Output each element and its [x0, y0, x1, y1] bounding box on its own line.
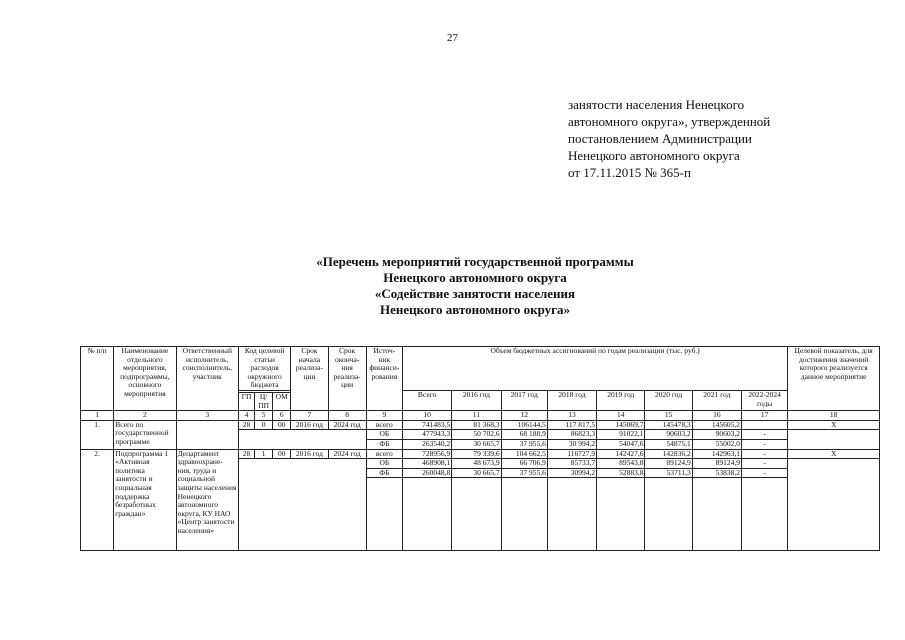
header-num: № п/п	[81, 347, 114, 411]
value-2022-2024: -	[742, 439, 788, 449]
header-year-2018: 2018 год	[547, 390, 596, 410]
value-2019: 52883,8	[597, 468, 645, 478]
row-om: 00	[273, 420, 291, 430]
value-2017: 66 706,9	[501, 459, 547, 469]
value-2021: 53838,2	[692, 468, 741, 478]
value-2022-2024: -	[742, 430, 788, 440]
page-number: 27	[447, 32, 458, 44]
measures-table	[80, 346, 880, 551]
header-cp: Ц/ПП	[255, 392, 273, 410]
value-2020: 90603,2	[645, 430, 692, 440]
value-2019: 142427,6	[597, 449, 645, 459]
header-om: ОМ	[273, 392, 291, 410]
header-year-2022-2024: 2022-2024 годы	[742, 390, 788, 410]
column-number: 9	[366, 411, 402, 421]
column-number-row	[81, 411, 880, 421]
value-2016: 81 368,3	[452, 420, 501, 430]
row-om: 00	[273, 449, 291, 459]
row-name: Подпрограмма 1 «Активная политика занятости и социальная поддержка безработных граждан»	[114, 449, 176, 551]
column-number: 16	[692, 411, 741, 421]
approval-line: занятости населения Ненецкого	[568, 97, 745, 112]
value-2016: 30 665,7	[452, 468, 501, 478]
value-2021: 145605,2	[692, 420, 741, 430]
value-2018: 30 994,2	[547, 439, 596, 449]
row-source: ФБ	[366, 439, 402, 449]
header-source: Источ- ник финанси- рования	[366, 347, 402, 411]
value-total: 728956,9	[402, 449, 451, 459]
title-line: «Перечень мероприятий государственной программы	[316, 254, 634, 269]
header-year-2016: 2016 год	[452, 390, 501, 410]
row-source: ОБ	[366, 430, 402, 440]
row-source: всего	[366, 449, 402, 459]
value-2017: 106144,5	[501, 420, 547, 430]
value-2020: 53711,3	[645, 468, 692, 478]
value-2016: 48 673,9	[452, 459, 501, 469]
value-2020: 142836,2	[645, 449, 692, 459]
value-2018: 117 817,5	[547, 420, 596, 430]
column-number: 18	[788, 411, 880, 421]
title-line: Ненецкого автономного округа	[383, 270, 567, 285]
row-source: ФБ	[366, 468, 402, 478]
value-2016: 30 665,7	[452, 439, 501, 449]
row-num: 1.	[81, 420, 114, 449]
row-cp: 0	[255, 420, 273, 430]
approval-line: постановлением Администрации	[568, 131, 752, 146]
value-2021: 142963,1	[692, 449, 741, 459]
column-number: 3	[176, 411, 238, 421]
row-start: 2016 год	[291, 449, 328, 459]
row-start: 2016 год	[291, 420, 328, 430]
value-2020: 145478,3	[645, 420, 692, 430]
value-2021: 89124,9	[692, 459, 741, 469]
value-2020: 89124,9	[645, 459, 692, 469]
value-2022-2024: -	[742, 449, 788, 459]
row-source: ОБ	[366, 459, 402, 469]
row-source: всего	[366, 420, 402, 430]
header-year-2021: 2021 год	[692, 390, 741, 410]
value-total: 263540,2	[402, 439, 451, 449]
value-2020: 54875,1	[645, 439, 692, 449]
header-start: Срок начала реализа- ции	[291, 347, 328, 411]
value-2017: 37 955,6	[501, 468, 547, 478]
document-title	[0, 254, 905, 318]
value-2016: 50 702,6	[452, 430, 501, 440]
header-year-2017: 2017 год	[501, 390, 547, 410]
column-number: 6	[273, 411, 291, 421]
column-number: 7	[291, 411, 328, 421]
value-2021: 90603,2	[692, 430, 741, 440]
approval-line: от 17.11.2015 № 365-п	[568, 165, 691, 180]
row-indicator: X	[788, 420, 880, 430]
column-number: 5	[255, 411, 273, 421]
row-cp: 1	[255, 449, 273, 459]
column-number: 11	[452, 411, 501, 421]
header-total: Всего	[402, 390, 451, 410]
value-2018: 30994,2	[547, 468, 596, 478]
row-num: 2.	[81, 449, 114, 551]
value-total: 468908,1	[402, 459, 451, 469]
column-number: 12	[501, 411, 547, 421]
column-number: 14	[597, 411, 645, 421]
approval-note	[568, 96, 770, 181]
title-line: Ненецкого автономного округа»	[379, 302, 571, 317]
column-number: 2	[114, 411, 176, 421]
row-gp: 28	[238, 420, 254, 430]
row-executor: Департамент здравоохране- ния, труда и социальной защиты населения Ненецкого автономного округа, КУ НАО «Центр занятости населения»	[176, 449, 238, 551]
row-end: 2024 год	[328, 420, 366, 430]
column-number: 4	[238, 411, 254, 421]
header-budget-code: Код целевой статьи расходов окружного бюджета	[238, 347, 290, 391]
column-number: 13	[547, 411, 596, 421]
row-indicator: X	[788, 449, 880, 459]
header-end: Срок оконча- ния реализа- ции	[328, 347, 366, 411]
header-volume: Объем бюджетных ассигнований по годам реализации (тыс. руб.)	[402, 347, 787, 391]
header-indicator: Целевой показатель, для достижения значений которого реализуется данное мероприятие	[788, 347, 880, 411]
header-gp: ГП	[238, 392, 254, 410]
value-2021: 55002,0	[692, 439, 741, 449]
value-total: 741483,5	[402, 420, 451, 430]
value-2019: 145069,7	[597, 420, 645, 430]
value-2017: 68 188,9	[501, 430, 547, 440]
column-number: 10	[402, 411, 451, 421]
header-executor: Ответственный исполнитель, соисполнитель, участник	[176, 347, 238, 411]
value-2022-2024: -	[742, 459, 788, 469]
value-total: 477943,3	[402, 430, 451, 440]
approval-line: Ненецкого автономного округа	[568, 148, 740, 163]
column-number: 17	[742, 411, 788, 421]
value-2022-2024: -	[742, 468, 788, 478]
value-2019: 91022,1	[597, 430, 645, 440]
value-2019: 54047,6	[597, 439, 645, 449]
column-number: 15	[645, 411, 692, 421]
approval-line: автономного округа», утвержденной	[568, 114, 771, 129]
value-2018: 85733,7	[547, 459, 596, 469]
row-gp: 28	[238, 449, 254, 459]
header-year-2020: 2020 год	[645, 390, 692, 410]
value-total: 260048,8	[402, 468, 451, 478]
header-name: Наименование отдельного мероприятия, подпрограммы, основного мероприятия	[114, 347, 176, 411]
title-line: «Содействие занятости населения	[374, 286, 576, 301]
row-end: 2024 год	[328, 449, 366, 459]
column-number: 1	[81, 411, 114, 421]
row-executor	[176, 420, 238, 449]
value-2017: 37 955,6	[501, 439, 547, 449]
value-2016: 79 339,6	[452, 449, 501, 459]
value-2018: 116727,9	[547, 449, 596, 459]
value-2017: 104 662,5	[501, 449, 547, 459]
value-2019: 89543,8	[597, 459, 645, 469]
header-year-2019: 2019 год	[597, 390, 645, 410]
row-name: Всего по государственной программе	[114, 420, 176, 449]
column-number: 8	[328, 411, 366, 421]
value-2018: 86823,3	[547, 430, 596, 440]
